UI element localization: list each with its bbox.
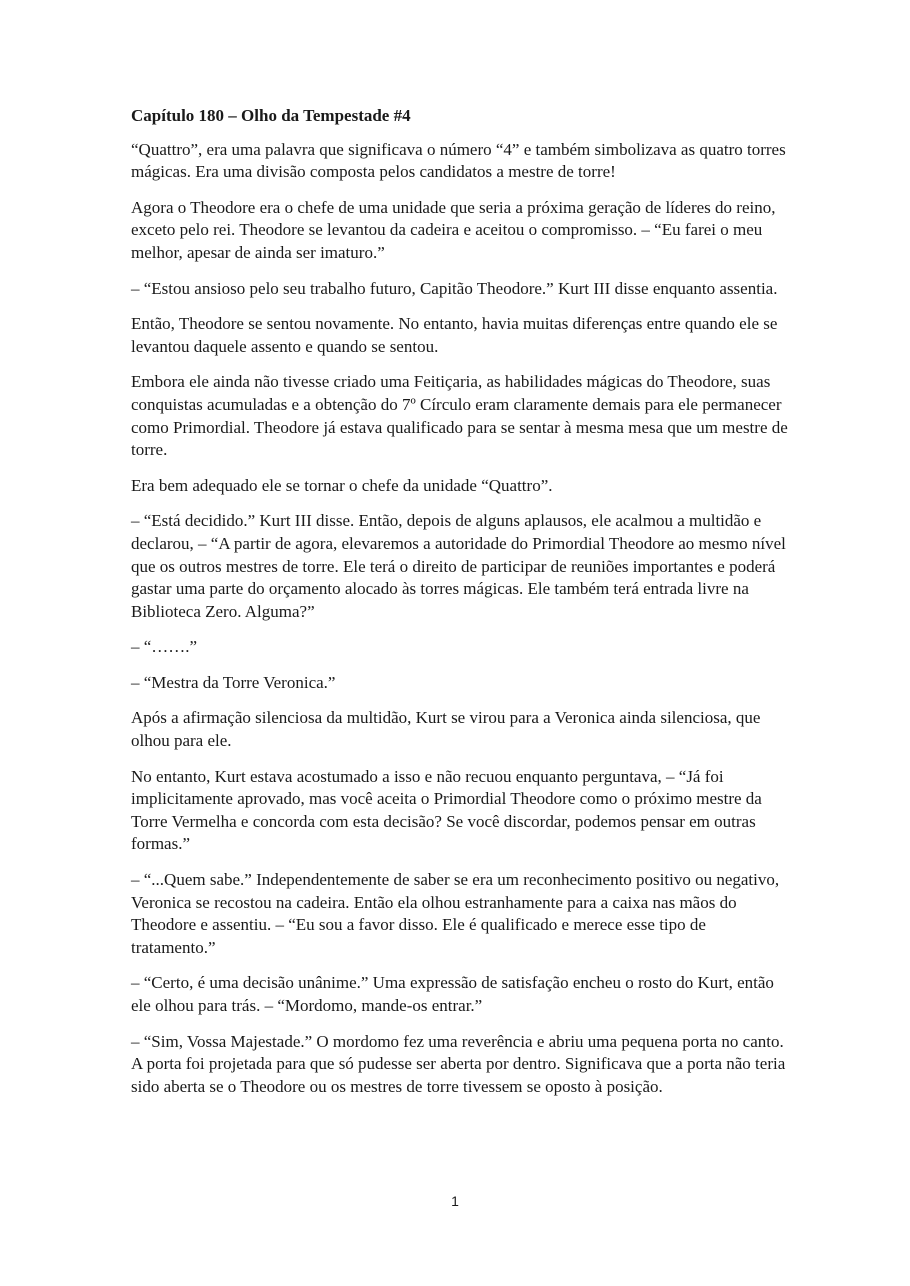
paragraph: – “Certo, é uma decisão unânime.” Uma expressão de satisfação encheu o rosto do Kurt, então ele olhou para trás. – “Mordomo, mande-os entrar.”	[131, 973, 774, 1015]
paragraph: No entanto, Kurt estava acostumado a isso e não recuou enquanto perguntava, – “Já foi implicitamente aprovado, mas você aceita o Primordial Theodore como o próximo mestre da Torre Vermelha e concorda com esta decisão? Se você discordar, podemos pensar em outras formas.”	[131, 766, 762, 854]
paragraph: – “…….”	[131, 637, 198, 657]
paragraph: Embora ele ainda não tivesse criado uma Feitiçaria, as habilidades mágicas do Theodore, suas conquistas acumuladas e a obtenção do 7º Círculo eram claramente demais para ele permanecer como Primordial. Theodore já estava qualificado para se sentar à mesma mesa que um mestre de torre.	[131, 372, 788, 460]
paragraph: – “Está decidido.” Kurt III disse. Então, depois de alguns aplausos, ele acalmou a multidão e declarou, – “A partir de agora, elevaremos a autoridade do Primordial Theodore ao mesmo nível que os outros mestres de torre. Ele terá o direito de participar de reuniões importantes e poderá gastar uma parte do orçamento alocado às torres mágicas. Ele também terá entrada livre na Biblioteca Zero. Alguma?”	[131, 511, 786, 621]
paragraph: Então, Theodore se sentou novamente. No entanto, havia muitas diferenças entre quando ele se levantou daquele assento e quando se sentou.	[131, 314, 778, 356]
paragraph: Agora o Theodore era o chefe de uma unidade que seria a próxima geração de líderes do reino, exceto pelo rei. Theodore se levantou da cadeira e aceitou o compromisso. – “Eu farei o meu melhor, apesar de ainda ser imaturo.”	[131, 197, 776, 262]
paragraph: – “Mestra da Torre Veronica.”	[131, 672, 336, 692]
paragraph: – “Sim, Vossa Majestade.” O mordomo fez uma reverência e abriu uma pequena porta no canto. A porta foi projetada para que só pudesse ser aberta por dentro. Significava que a porta não teria sido aberta se o Theodore ou os mestres de torre tivessem se oposto à posição.	[131, 1031, 786, 1096]
paragraph: Era bem adequado ele se tornar o chefe da unidade “Quattro”.	[131, 475, 553, 495]
paragraph: – “...Quem sabe.” Independentemente de saber se era um reconhecimento positivo ou negativo, Veronica se recostou na cadeira. Então ela olhou estranhamente para a caixa nas mãos do Theodore e assentiu. – “Eu sou a favor disso. Ele é qualificado e merece esse tipo de tratamento.”	[131, 870, 780, 957]
paragraph: – “Estou ansioso pelo seu trabalho futuro, Capitão Theodore.” Kurt III disse enquanto assentia.	[131, 278, 778, 298]
paragraph: Após a afirmação silenciosa da multidão, Kurt se virou para a Veronica ainda silenciosa, que olhou para ele.	[131, 708, 761, 751]
paragraph: “Quattro”, era uma palavra que significava o número “4” e também simbolizava as quatro torres mágicas. Era uma divisão composta pelos candidatos a mestre de torre!	[131, 139, 786, 182]
chapter-title: Capítulo 180 – Olho da Tempestade #4	[131, 106, 411, 125]
page-number: 1	[451, 1193, 459, 1209]
document-body	[131, 105, 791, 1111]
